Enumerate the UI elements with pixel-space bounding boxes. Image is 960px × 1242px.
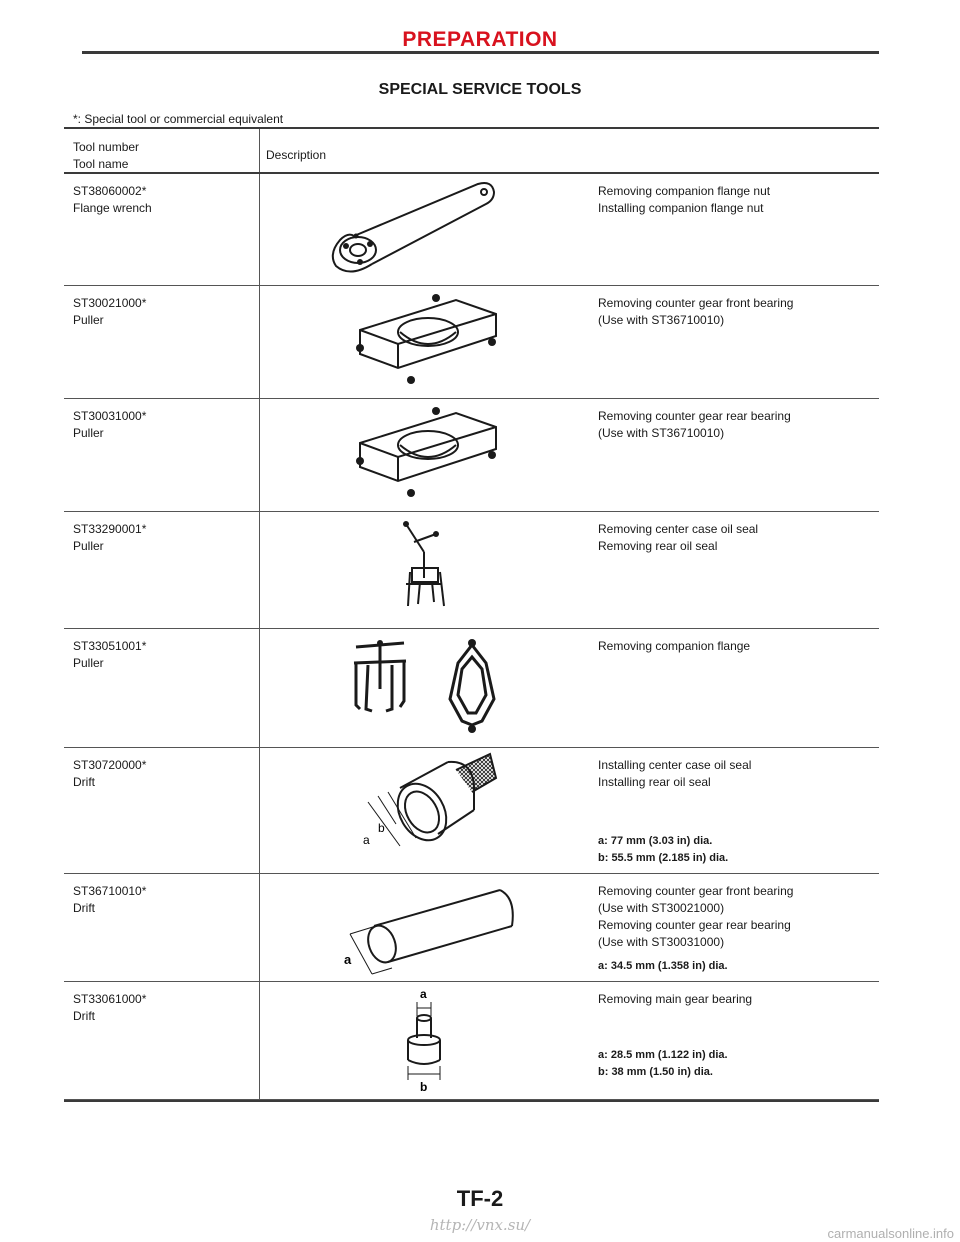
tool-description [598, 512, 879, 628]
header-tool-col [64, 129, 260, 172]
tool-number: ST30720000* [73, 758, 147, 772]
header-tool-name: Tool name [73, 157, 129, 171]
tool-name: Puller [73, 539, 104, 553]
bearing-puller-figure [260, 286, 598, 398]
page-number: TF-2 [456, 1186, 504, 1211]
tool-name: Drift [73, 1009, 95, 1023]
desc-line: Removing center case oil seal [598, 522, 759, 536]
dimension-line: a: 28.5 mm (1.122 in) dia. [598, 1049, 728, 1061]
stepped-drift-figure [260, 982, 598, 1099]
seal-drift-figure [260, 748, 598, 873]
table-row [64, 874, 879, 982]
tool-description [598, 874, 879, 981]
table-row [64, 512, 879, 629]
tool-id-cell [64, 286, 260, 398]
desc-line: (Use with ST36710010) [598, 426, 725, 440]
table-bottom-rule [64, 1100, 879, 1102]
dimension-list [598, 1047, 728, 1081]
dimension-list [598, 833, 728, 867]
table-header [64, 129, 879, 174]
dimension-label-b: b [420, 1080, 428, 1094]
tool-description [598, 399, 879, 511]
desc-line: Removing counter gear rear bearing [598, 918, 791, 932]
tool-description [598, 629, 879, 747]
desc-line: Installing companion flange nut [598, 201, 764, 215]
desc-line: Removing companion flange nut [598, 184, 771, 198]
jaw-puller-figure [260, 512, 598, 628]
header-tool-number: Tool number [73, 140, 140, 154]
tool-name: Drift [73, 775, 95, 789]
tool-name: Drift [73, 901, 95, 915]
tool-number: ST36710010* [73, 884, 147, 898]
tool-id-cell [64, 512, 260, 628]
dimension-label-a: a [363, 833, 370, 847]
desc-line: Installing center case oil seal [598, 758, 752, 772]
table-row [64, 748, 879, 874]
desc-line: Installing rear oil seal [598, 775, 711, 789]
tool-name: Puller [73, 313, 104, 327]
desc-line: Removing main gear bearing [598, 992, 753, 1006]
tool-id-cell [64, 982, 260, 1099]
desc-line: Removing counter gear front bearing [598, 296, 794, 310]
dimension-list [598, 958, 728, 975]
header-description: Description [266, 148, 327, 162]
flange-wrench-figure [260, 174, 598, 285]
table-row [64, 399, 879, 512]
section-title: SPECIAL SERVICE TOOLS [378, 81, 582, 98]
watermark: carmanualsonline.info [827, 1226, 954, 1241]
tool-number: ST33051001* [73, 639, 147, 653]
tool-description [598, 286, 879, 398]
dimension-label-a: a [420, 987, 427, 1001]
tool-id-cell [64, 629, 260, 747]
tool-description [598, 982, 879, 1099]
dimension-line: b: 38 mm (1.50 in) dia. [598, 1066, 713, 1078]
tools-table [64, 127, 879, 1102]
bearing-puller-figure [260, 399, 598, 511]
header-title: PREPARATION [402, 28, 558, 51]
tool-number: ST33061000* [73, 992, 147, 1006]
tool-name: Puller [73, 656, 104, 670]
dimension-line: b: 55.5 mm (2.185 in) dia. [598, 852, 729, 864]
footnote: *: Special tool or commercial equivalent [73, 112, 284, 126]
desc-line: Removing rear oil seal [598, 539, 718, 553]
dimension-line: a: 34.5 mm (1.358 in) dia. [598, 960, 728, 972]
tool-name: Puller [73, 426, 104, 440]
table-row [64, 982, 879, 1100]
desc-line: Removing companion flange [598, 639, 751, 653]
desc-line: (Use with ST36710010) [598, 313, 725, 327]
tube-drift-figure [260, 874, 598, 981]
dimension-label-a: a [344, 952, 352, 967]
tool-id-cell [64, 399, 260, 511]
table-row [64, 174, 879, 286]
dimension-label-b: b [378, 821, 385, 835]
tool-name: Flange wrench [73, 201, 152, 215]
tool-id-cell [64, 748, 260, 873]
dimension-line: a: 77 mm (3.03 in) dia. [598, 835, 713, 847]
desc-line: (Use with ST30031000) [598, 935, 725, 949]
tool-description [598, 174, 879, 285]
table-row [64, 286, 879, 399]
table-row [64, 629, 879, 748]
desc-line: Removing counter gear rear bearing [598, 409, 791, 423]
site-link[interactable]: http://vnx.su/ [429, 1216, 531, 1234]
tool-id-cell [64, 174, 260, 285]
tool-number: ST30021000* [73, 296, 147, 310]
tool-id-cell [64, 874, 260, 981]
desc-line: (Use with ST30021000) [598, 901, 725, 915]
tool-description [598, 748, 879, 873]
header-rule [82, 51, 879, 54]
flange-puller-figure [260, 629, 598, 747]
tool-number: ST33290001* [73, 522, 147, 536]
tool-number: ST38060002* [73, 184, 147, 198]
tool-number: ST30031000* [73, 409, 147, 423]
desc-line: Removing counter gear front bearing [598, 884, 794, 898]
